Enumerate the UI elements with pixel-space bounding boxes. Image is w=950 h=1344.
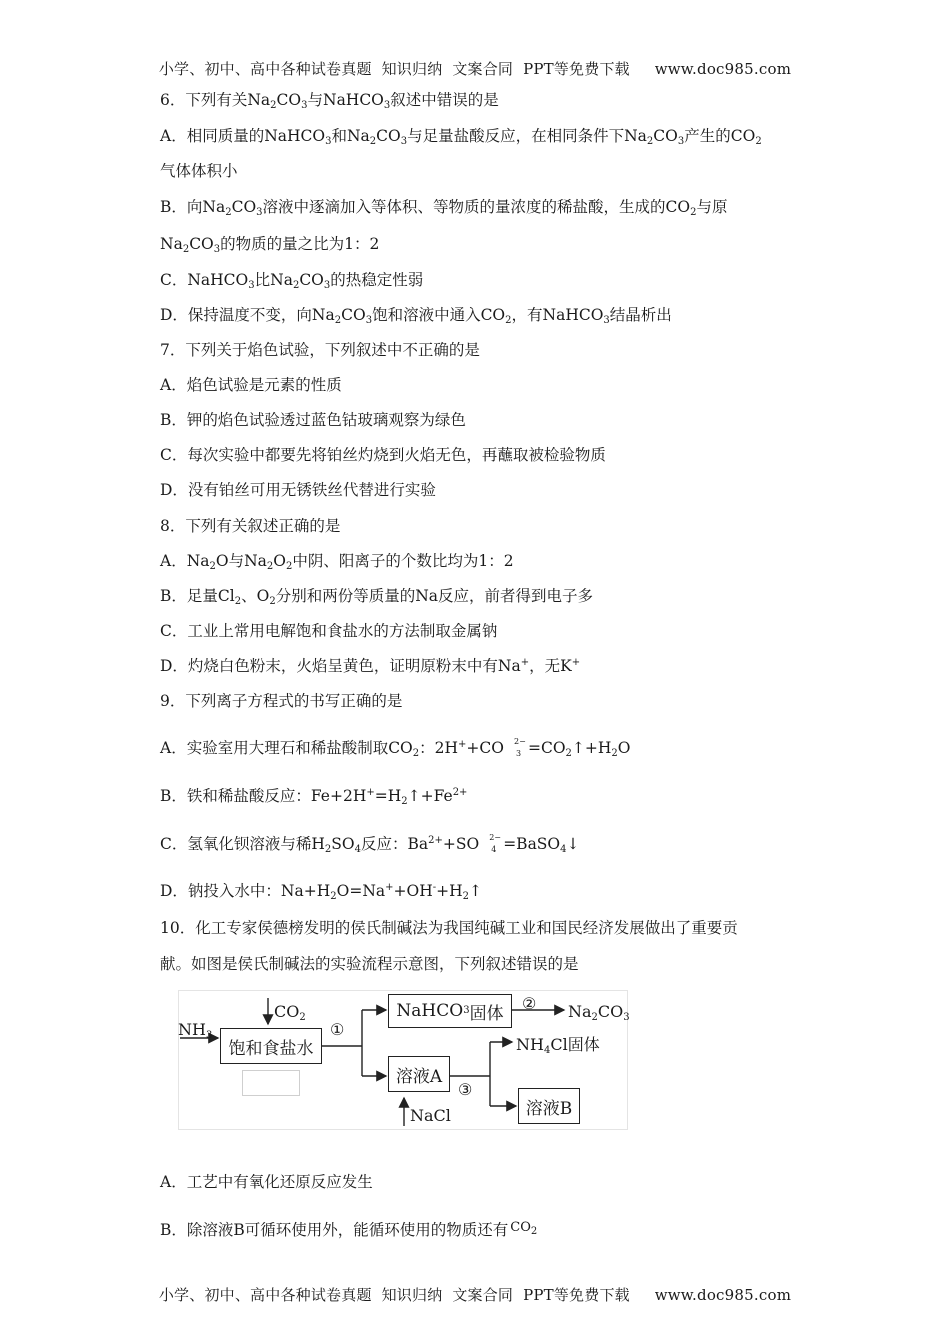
- flow-diagram: [178, 990, 628, 1130]
- footer-banner: 小学、初中、高中各种试卷真题 知识归纳 文案合同 PPT等免费下载 www.doc985.com: [158, 1286, 792, 1304]
- q10-co2-mark: $CO_2$: [510, 1220, 538, 1237]
- q9-option-b: B．铁和稀盐酸反应：$Fe+2H^+=H_2↑+Fe^{2+}$: [160, 787, 468, 807]
- q7-option-d: D．没有铂丝可用无锈铁丝代替进行实验: [160, 481, 436, 499]
- q8-option-b: B．足量$Cl_2$、$O_2$分别和两份等质量的Na反应，前者得到电子多: [160, 587, 593, 607]
- header-url[interactable]: www.doc985.com: [654, 60, 792, 78]
- q8-option-d: D．灼烧白色粉末，火焰呈黄色，证明原粉末中有Na+，无K+: [160, 657, 581, 675]
- q8-option-a: A．$Na_2O$与$Na_2O_2$中阴、阳离子的个数比均为1：2: [160, 552, 514, 572]
- q10-option-b: B．除溶液B可循环使用外，能循环使用的物质还有 $CO_2$: [160, 1219, 538, 1241]
- q6-option-b-cont: $Na_2CO_3$的物质的量之比为1：2: [160, 235, 380, 255]
- label-step2: ②: [522, 994, 537, 1013]
- label-co2: $CO_2$: [274, 1002, 306, 1023]
- box-saturated-brine: 饱和食盐水: [220, 1028, 322, 1064]
- q7-option-b: B．钾的焰色试验透过蓝色钴玻璃观察为绿色: [160, 411, 466, 429]
- header-banner: 小学、初中、高中各种试卷真题 知识归纳 文案合同 PPT等免费下载 www.doc985.com: [158, 60, 792, 78]
- label-step1: ①: [330, 1020, 345, 1039]
- q10-option-a: A．工艺中有氧化还原反应发生: [160, 1173, 373, 1191]
- box-solution-a: 溶液A: [388, 1056, 450, 1092]
- q6-stem: 6．下列有关$Na_2CO_3$与NaHCO$_3$叙述中错误的是: [160, 91, 499, 111]
- q6-option-d: D．保持温度不变，向$Na_2CO_3$饱和溶液中通入$CO_2$，有NaHCO$_3$结晶析出: [160, 306, 672, 326]
- label-nh3: $NH_3$: [178, 1020, 213, 1041]
- box-nahco3-solid: NaHCO 3 固体: [388, 994, 512, 1028]
- q8-option-c: C．工业上常用电解饱和食盐水的方法制取金属钠: [160, 622, 498, 640]
- q6-option-c: C．NaHCO$_3$比$Na_2CO_3$的热稳定性弱: [160, 271, 424, 291]
- q9-option-d: D．钠投入水中：$Na+H_2O=Na^++OH^-+H_2↑$: [160, 882, 483, 902]
- label-step3: ③: [458, 1080, 473, 1099]
- q7-option-a: A．焰色试验是元素的性质: [160, 376, 342, 394]
- label-nacl: NaCl: [410, 1106, 451, 1125]
- q9-option-c: C．氢氧化钡溶液与稀$H_2SO_4$反应：$Ba^{2+}+SO$ 2− 4 =BaSO$_4$↓: [160, 833, 580, 855]
- blank-box: [242, 1070, 300, 1096]
- q8-stem: 8．下列有关叙述正确的是: [160, 517, 341, 535]
- q10-stem-cont: 献。如图是侯氏制碱法的实验流程示意图，下列叙述错误的是: [160, 955, 579, 973]
- q6-option-a-cont: 气体体积小: [160, 162, 238, 180]
- q9-stem: 9．下列离子方程式的书写正确的是: [160, 692, 403, 710]
- q9-option-a: A．实验室用大理石和稀盐酸制取$CO_2$：2H++CO 2− 3 $=CO_2↑+H_2O$: [160, 737, 631, 759]
- q6-option-a: A．相同质量的NaHCO$_3$和$Na_2CO_3$与足量盐酸反应，在相同条件下$Na_2CO_3$产生的$CO_2$: [160, 127, 762, 147]
- q7-option-c: C．每次实验中都要先将铂丝灼烧到火焰无色，再蘸取被检验物质: [160, 446, 606, 464]
- q10-stem: 10．化工专家侯德榜发明的侯氏制碱法为我国纯碱工业和国民经济发展做出了重要贡: [160, 919, 738, 937]
- box-solution-b: 溶液B: [518, 1088, 580, 1124]
- footer-url[interactable]: www.doc985.com: [654, 1286, 792, 1304]
- label-nh4cl: $NH_4Cl$固体: [516, 1035, 600, 1056]
- q7-stem: 7．下列关于焰色试验，下列叙述中不正确的是: [160, 341, 480, 359]
- label-na2co3: $Na_2CO_3$: [568, 1002, 630, 1023]
- q6-option-b: B．向$Na_2CO_3$溶液中逐滴加入等体积、等物质的量浓度的稀盐酸，生成的$CO_2$与原: [160, 198, 728, 218]
